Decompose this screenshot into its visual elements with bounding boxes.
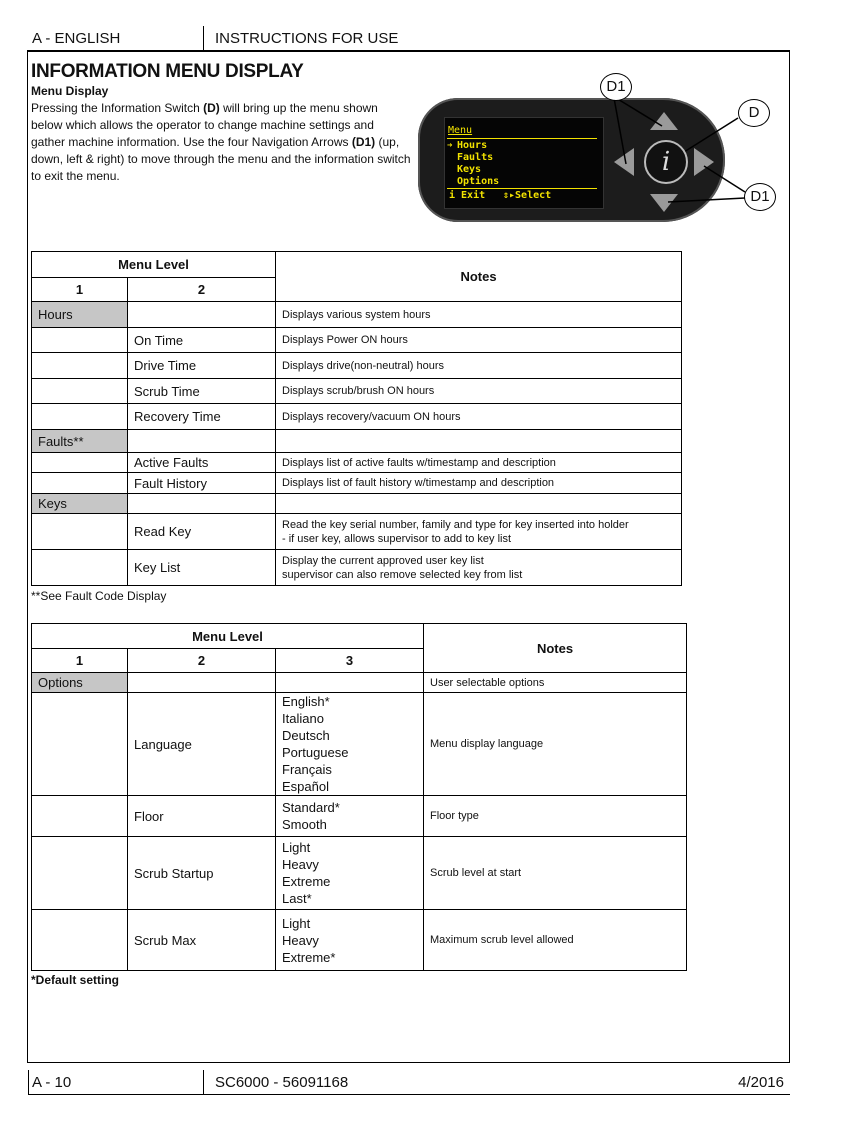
navigation-arrows xyxy=(0,0,866,260)
level-1-cell xyxy=(32,693,128,796)
level-1-cell xyxy=(32,328,128,353)
intro-text-1: Pressing the Information Switch xyxy=(31,101,204,115)
note-cell: Displays list of active faults w/timestamp and description xyxy=(276,453,682,473)
option-value: Español xyxy=(282,779,329,794)
screen-item-options: Options xyxy=(457,176,500,187)
info-icon: i xyxy=(644,140,688,184)
table-row xyxy=(32,453,682,473)
option-value: Last* xyxy=(282,891,312,906)
level-2-cell: Fault History xyxy=(128,473,276,494)
intro-ref-d: (D) xyxy=(203,101,220,115)
callout-leader xyxy=(668,198,745,202)
note-cell xyxy=(276,430,682,453)
level-2-cell: Scrub Time xyxy=(128,379,276,404)
level-1-cell xyxy=(32,379,128,404)
level-1-cell: Faults** xyxy=(32,430,128,453)
level-1-cell xyxy=(32,550,128,586)
table-row xyxy=(32,910,687,971)
table-row xyxy=(32,430,682,453)
table-row xyxy=(32,837,687,910)
table-row xyxy=(32,404,682,430)
option-value: English* xyxy=(282,694,330,709)
table-row xyxy=(32,328,682,353)
option-value: Light xyxy=(282,840,311,855)
note-line: - if user key, allows supervisor to add to key list xyxy=(282,532,512,545)
option-value: Standard* xyxy=(282,800,340,815)
level-3-cell xyxy=(276,673,424,693)
menu-level-header: Menu Level xyxy=(32,252,276,278)
subtitle: Menu Display xyxy=(31,84,109,98)
screen-exit-label: i Exit xyxy=(449,190,486,201)
table-row xyxy=(32,673,687,693)
screen-item-hours: Hours xyxy=(457,140,488,151)
note-cell: Displays recovery/vacuum ON hours xyxy=(276,404,682,430)
note-line: Display the current approved user key list xyxy=(282,554,484,567)
note-cell: Displays various system hours xyxy=(276,302,682,328)
level-2-cell xyxy=(128,673,276,693)
callout-leader xyxy=(616,98,662,126)
level-1-cell: Hours xyxy=(32,302,128,328)
level-3-cell xyxy=(276,910,424,971)
intro-ref-d1: (D1) xyxy=(351,135,376,149)
level-2-header: 2 xyxy=(128,649,276,673)
screen-menu-label: Menu xyxy=(448,125,473,136)
callout-leader xyxy=(704,166,745,192)
option-value: Light xyxy=(282,915,311,931)
note-cell: User selectable options xyxy=(424,673,687,693)
intro-text-3: (up, down, left & right) to move through the menu and the information switch to exit the menu. xyxy=(31,135,411,183)
notes-header: Notes xyxy=(276,252,682,302)
footer-divider xyxy=(203,1070,204,1094)
page-footer xyxy=(28,1070,790,1094)
note-cell: Displays drive(non-neutral) hours xyxy=(276,353,682,379)
callout-d1-top: D1 xyxy=(600,73,632,101)
note-cell: Displays scrub/brush ON hours xyxy=(276,379,682,404)
note-cell: Displays Power ON hours xyxy=(276,328,682,353)
intro-text-2: will bring up the menu shown below which allows the operator to change machine settings and gather machine information. Use the four Navigation Arrows xyxy=(31,101,378,149)
level-1-cell: Options xyxy=(32,673,128,693)
note-cell: Maximum scrub level allowed xyxy=(424,910,687,971)
table-row xyxy=(32,693,687,796)
level-2-cell: Language xyxy=(128,693,276,796)
level-1-cell xyxy=(32,910,128,971)
menu-table-1 xyxy=(31,251,682,586)
level-2-cell xyxy=(128,430,276,453)
revision-date: 4/2016 xyxy=(738,1074,784,1091)
callout-d1-right: D1 xyxy=(744,183,776,211)
level-1-cell xyxy=(32,514,128,550)
table-row xyxy=(32,379,682,404)
callout-leader xyxy=(614,98,626,164)
arrow-down-icon xyxy=(650,194,678,212)
menu-level-header: Menu Level xyxy=(32,624,424,649)
note-cell xyxy=(276,550,682,586)
table-row xyxy=(32,494,682,514)
screen-item-keys: Keys xyxy=(457,164,482,175)
level-3-cell xyxy=(276,796,424,837)
callout-d: D xyxy=(738,99,770,127)
option-value: Smooth xyxy=(282,817,327,832)
note-cell: Menu display language xyxy=(424,693,687,796)
level-2-cell: Drive Time xyxy=(128,353,276,379)
level-1-cell xyxy=(32,837,128,910)
model-number: SC6000 - 56091168 xyxy=(215,1074,349,1091)
level-1-cell xyxy=(32,353,128,379)
level-3-header: 3 xyxy=(276,649,424,673)
screen-select-label: ⇕▸Select xyxy=(503,190,552,201)
note-cell: Floor type xyxy=(424,796,687,837)
level-2-cell: Scrub Max xyxy=(128,910,276,971)
option-value: Italiano xyxy=(282,711,324,726)
note-line: Read the key serial number, family and type for key inserted into holder xyxy=(282,518,629,531)
level-1-cell xyxy=(32,796,128,837)
table-row xyxy=(32,302,682,328)
default-footnote: *Default setting xyxy=(31,973,120,987)
level-1-header: 1 xyxy=(32,649,128,673)
option-value: Français xyxy=(282,762,332,777)
option-value: Portuguese xyxy=(282,745,349,760)
arrow-right-icon xyxy=(694,148,714,176)
table-row xyxy=(32,353,682,379)
level-2-cell: On Time xyxy=(128,328,276,353)
page-title: INFORMATION MENU DISPLAY xyxy=(31,61,304,82)
notes-header: Notes xyxy=(424,624,687,673)
arrow-right-icon: ➜ xyxy=(447,141,453,151)
level-3-cell xyxy=(276,693,424,796)
option-value: Heavy xyxy=(282,932,319,948)
level-1-cell xyxy=(32,473,128,494)
level-1-header: 1 xyxy=(32,278,128,302)
menu-table-2 xyxy=(31,623,687,971)
level-2-cell: Active Faults xyxy=(128,453,276,473)
note-cell: Scrub level at start xyxy=(424,837,687,910)
level-2-cell xyxy=(128,302,276,328)
level-2-cell: Key List xyxy=(128,550,276,586)
note-cell: Displays list of fault history w/timestamp and description xyxy=(276,473,682,494)
header-title: INSTRUCTIONS FOR USE xyxy=(215,30,399,47)
level-3-cell xyxy=(276,837,424,910)
level-2-cell xyxy=(128,494,276,514)
level-1-cell xyxy=(32,404,128,430)
callout-leader xyxy=(684,118,738,152)
option-value: Extreme xyxy=(282,874,331,889)
level-1-cell xyxy=(32,453,128,473)
level-2-cell: Floor xyxy=(128,796,276,837)
section-label: A - ENGLISH xyxy=(32,30,121,47)
level-2-cell: Recovery Time xyxy=(128,404,276,430)
fault-footnote: **See Fault Code Display xyxy=(31,589,167,603)
option-value: Heavy xyxy=(282,857,319,872)
table-row xyxy=(32,550,682,586)
note-cell xyxy=(276,494,682,514)
level-2-cell: Read Key xyxy=(128,514,276,550)
table-row xyxy=(32,473,682,494)
note-line: supervisor can also remove selected key from list xyxy=(282,568,523,581)
level-2-header: 2 xyxy=(128,278,276,302)
level-2-cell: Scrub Startup xyxy=(128,837,276,910)
option-value: Extreme* xyxy=(282,949,336,965)
table-row xyxy=(32,796,687,837)
table-row xyxy=(32,514,682,550)
note-cell xyxy=(276,514,682,550)
level-1-cell: Keys xyxy=(32,494,128,514)
option-value: Deutsch xyxy=(282,728,330,743)
page-number: A - 10 xyxy=(32,1074,72,1091)
screen-item-faults: Faults xyxy=(457,152,494,163)
footer-rule xyxy=(28,1094,790,1095)
footer-divider-left xyxy=(28,1070,29,1094)
